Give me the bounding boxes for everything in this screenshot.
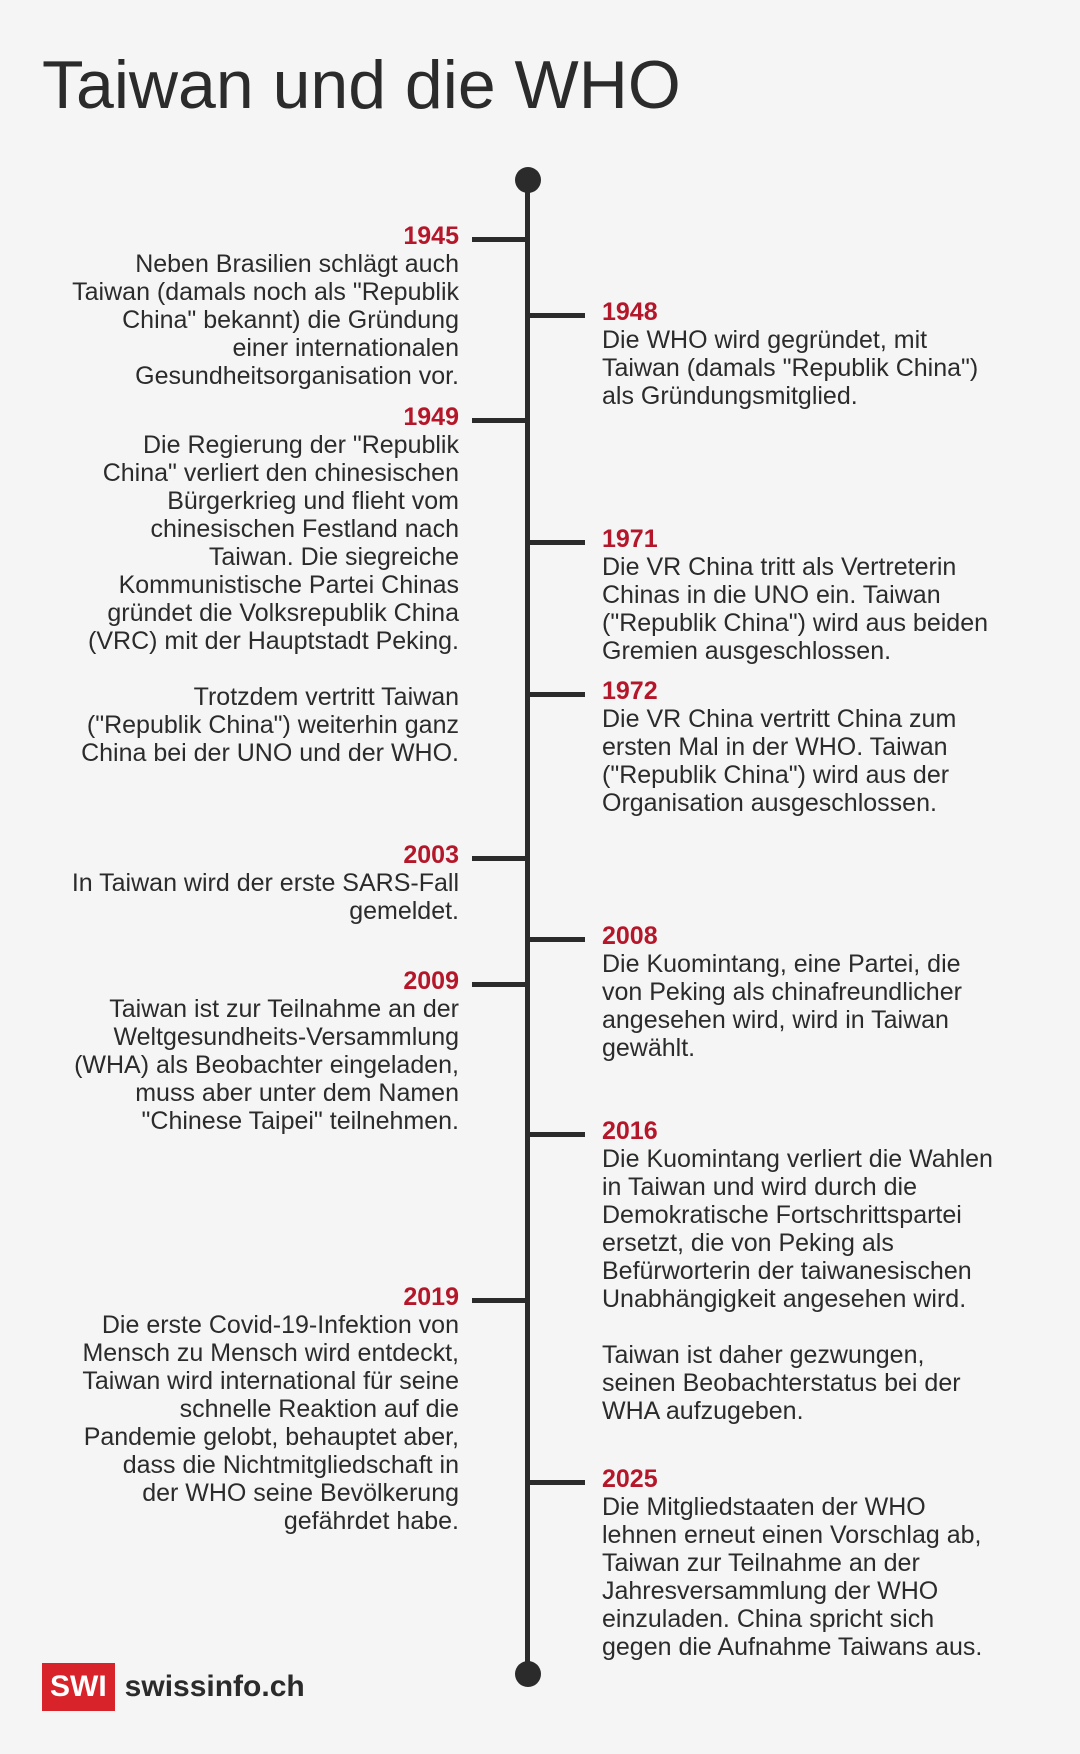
timeline-axis	[525, 180, 530, 1674]
swissinfo-logo	[42, 1663, 305, 1711]
event-year: 1945	[403, 222, 459, 250]
event-description: Die WHO wird gegründet, mit Taiwan (damals "Republik China") als Gründungsmitglied.	[602, 326, 979, 410]
event-description: Trotzdem vertritt Taiwan ("Republik China") weiterhin ganz China bei der UNO und der WHO.	[81, 683, 459, 767]
event-year: 2016	[602, 1117, 658, 1145]
timeline-event-1945	[39, 222, 459, 390]
event-year: 1949	[403, 403, 459, 431]
timeline-event-2008	[602, 922, 1042, 1062]
timeline-event-1971	[602, 525, 1042, 665]
timeline-tick-2009	[472, 982, 527, 987]
event-year: 2009	[403, 967, 459, 995]
event-year: 2003	[403, 841, 459, 869]
event-year: 2025	[602, 1465, 658, 1493]
event-description: Die Mitgliedstaaten der WHO lehnen erneut einen Vorschlag ab, Taiwan zur Teilnahme an der Jahresversammlung der WHO einzuladen. China spricht sich gegen die Aufnahme Taiwans aus.	[602, 1493, 983, 1661]
event-description: Taiwan ist zur Teilnahme an der Weltgesundheits-Versammlung (WHA) als Beobachter eingeladen, muss aber unter dem Namen "Chinese Taipei" teilnehmen.	[74, 995, 459, 1135]
timeline-tick-2008	[530, 937, 585, 942]
event-description: Die erste Covid-19-Infektion von Mensch zu Mensch wird entdeckt, Taiwan wird international für seine schnelle Reaktion auf die Pandemie gelobt, behauptet aber, dass die Nichtmitgliedschaft in der WHO seine Bevölkerung gefährdet habe.	[82, 1311, 459, 1535]
event-description: Die Regierung der "Republik China" verliert den chinesischen Bürgerkrieg und flieht vom chinesischen Festland nach Taiwan. Die siegreiche Kommunistische Partei Chinas gründet die Volksrepublik China (VRC) mit der Hauptstadt Peking.	[88, 431, 459, 655]
timeline-tick-2003	[472, 856, 527, 861]
timeline-tick-1949	[472, 418, 527, 423]
event-year: 2008	[602, 922, 658, 950]
timeline-event-2009	[39, 967, 459, 1135]
timeline-event-2025	[602, 1465, 1042, 1661]
event-description: Die VR China vertritt China zum ersten Mal in der WHO. Taiwan ("Republik China") wird aus der Organisation ausgeschlossen.	[602, 705, 957, 817]
event-year: 1948	[602, 298, 658, 326]
event-description: Die VR China tritt als Vertreterin Chinas in die UNO ein. Taiwan ("Republik China") wird aus beiden Gremien ausgeschlossen.	[602, 553, 988, 665]
timeline-event-2019	[39, 1283, 459, 1535]
event-description: Die Kuomintang verliert die Wahlen in Taiwan und wird durch die Demokratische Fortschrittspartei ersetzt, die von Peking als Befürworterin der taiwanesischen Unabhängigkeit angesehen wird.	[602, 1145, 993, 1313]
timeline-end-dot	[515, 1661, 541, 1687]
event-description: Neben Brasilien schlägt auch Taiwan (damals noch als "Republik China" bekannt) die Gründung einer internationalen Gesundheitsorganisation vor.	[72, 250, 459, 390]
timeline-start-dot	[515, 167, 541, 193]
event-description: Taiwan ist daher gezwungen, seinen Beobachterstatus bei der WHA aufzugeben.	[602, 1341, 961, 1425]
timeline-tick-1972	[530, 692, 585, 697]
timeline-tick-2019	[472, 1298, 527, 1303]
logo-text: swissinfo.ch	[124, 1670, 305, 1703]
timeline-tick-1971	[530, 540, 585, 545]
timeline-event-2003	[39, 841, 459, 925]
event-year: 2019	[403, 1283, 459, 1311]
timeline-tick-1948	[530, 313, 585, 318]
page-title: Taiwan und die WHO	[42, 47, 681, 123]
timeline-tick-1945	[472, 237, 527, 242]
timeline-event-1972	[602, 677, 1042, 817]
logo-mark: SWI	[42, 1663, 115, 1711]
timeline-tick-2025	[530, 1480, 585, 1485]
timeline-event-1949	[39, 403, 459, 767]
event-description: Die Kuomintang, eine Partei, die von Peking als chinafreundlicher angesehen wird, wird in Taiwan gewählt.	[602, 950, 962, 1062]
event-year: 1971	[602, 525, 658, 553]
timeline-tick-2016	[530, 1132, 585, 1137]
event-description: In Taiwan wird der erste SARS-Fall gemeldet.	[71, 869, 459, 925]
timeline-event-2016	[602, 1117, 1042, 1425]
timeline-event-1948	[602, 298, 1042, 410]
event-year: 1972	[602, 677, 658, 705]
